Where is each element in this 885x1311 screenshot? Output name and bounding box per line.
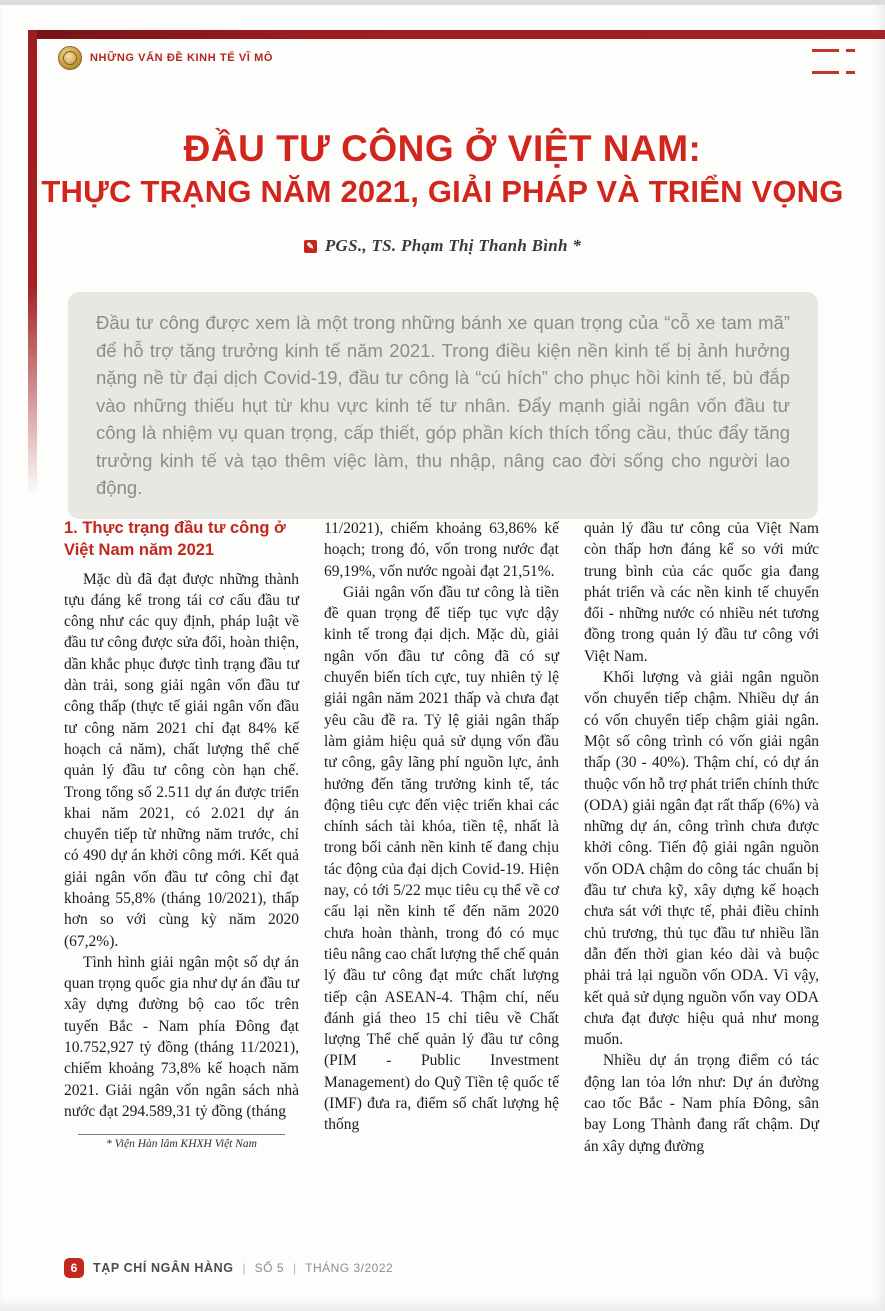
journal-logo-inner [63, 51, 77, 65]
footer-separator: | [293, 1261, 297, 1275]
article-title [0, 126, 885, 213]
abstract-text: Đầu tư công được xem là một trong những bánh xe quan trọng của “cỗ xe tam mã” để hỗ trợ tăng trưởng kinh tế năm 2021. Trong điều kiện nền kinh tế bị ảnh hưởng nặng nề từ đại dịch Covid-19, đầu tư công là “cú hích” cho phục hồi kinh tế, bù đắp vào những thiếu hụt từ khu vực kinh tế tư nhân. Đẩy mạnh giải ngân vốn đầu tư công là nhiệm vụ quan trọng, cấp thiết, góp phần kích thích tổng cầu, thúc đẩy tăng trưởng kinh tế và tạo thêm việc làm, thu nhập, nâng cao đời sống cho người lao động. [96, 312, 790, 498]
issue-number: SỐ 5 [254, 1261, 285, 1275]
body-paragraph: Giải ngân vốn đầu tư công là tiền đề quan trọng để tiếp tục vực dậy kinh tế trong đại dịch. Mặc dù, giải ngân vốn đầu tư công đã có sự chuyển biến tích cực, tuy nhiên tỷ lệ giải ngân năm 2021 thấp và chưa đạt yêu cầu đề ra. Tỷ lệ giải ngân thấp làm giảm hiệu quả sử dụng vốn đầu tư công, gây lãng phí nguồn lực, ảnh hưởng đến tăng trưởng kinh tế, tác động tiêu cực đến việc triển khai các chính sách tài khóa, tiền tệ, nhất là trong bối cảnh nền kinh tế đang chịu tác động của đại dịch Covid-19. Hiện nay, có tới 5/22 mục tiêu cụ thể về cơ cấu lại nền kinh tế đến năm 2020 chưa hoàn thành, trong đó có mục tiêu nâng cao chất lượng thể chế quản lý đầu tư công đạt mức chất lượng tiếp cận ASEAN-4. Thậm chí, nếu đánh giá theo 15 chỉ tiêu về Chất lượng Thể chế quản lý đầu tư công (PIM - Public Investment Management) do Quỹ Tiền tệ quốc tế (IMF) đưa ra, điểm số chất lượng hệ thống [324, 583, 559, 1134]
dash-icon [812, 71, 839, 74]
page-header [58, 46, 273, 70]
author-line [0, 236, 885, 256]
author-pen-icon: ✎ [304, 240, 317, 253]
text-column-3 [584, 518, 819, 1157]
dash-icon [846, 71, 855, 74]
text-column-1 [64, 518, 299, 1157]
journal-logo-icon [58, 46, 82, 70]
dash-icon [846, 49, 855, 52]
body-paragraph: Mặc dù đã đạt được những thành tựu đáng kể trong tái cơ cấu đầu tư công như các quy định, pháp luật về đầu tư công được sửa đổi, hoàn thiện, dần khắc phục được tình trạng đầu tư dàn trải, song giải ngân vốn đầu tư công thấp (thực tế giải ngân vốn đầu tư công năm 2021 chỉ đạt 84% kế hoạch cả năm), chất lượng thể chế quản lý đầu tư công còn hạn chế. Trong tổng số 2.511 dự án được triển khai năm 2021, có 2.021 dự án chuyển tiếp từ những năm trước, chỉ có 490 dự án khởi công mới. Kết quả giải ngân vốn đầu tư công chỉ đạt khoảng 55,8% (tháng 10/2021), thấp hơn so với cùng kỳ năm 2020 (67,2%). [64, 570, 299, 950]
footer-separator: | [242, 1261, 246, 1275]
body-paragraph: Nhiều dự án trọng điểm có tác động lan tỏa lớn như: Dự án đường cao tốc Bắc - Nam phía Đông, sân bay Long Thành đang rất chậm. Dự án xây dựng đường [584, 1052, 819, 1155]
journal-name: TẠP CHÍ NGÂN HÀNG [93, 1261, 234, 1275]
abstract-box [68, 292, 818, 519]
body-paragraph: Khối lượng và giải ngân nguồn vốn chuyển tiếp chậm. Nhiều dự án có vốn chuyển tiếp chậm giải ngân. Một số công trình có vốn giải ngân thấp (30 - 40%). Thậm chí, có dự án thuộc vốn hỗ trợ phát triển chính thức (ODA) giải ngân đạt rất thấp (6%) và những dự án, công trình chưa được khởi công. Tiến độ giải ngân nguồn vốn ODA chậm do công tác chuẩn bị đầu tư chưa kỹ, xây dựng kế hoạch chưa sát với thực tế, phải điều chỉnh chủ trương, thủ tục đầu tư nhiều lần dẫn đến thời gian kéo dài và buộc phải trả lại nguồn vốn ODA. Vì vậy, kết quả sử dụng nguồn vốn vay ODA chưa đạt được hiệu quả như mong muốn. [584, 669, 819, 1049]
page-footer [64, 1258, 393, 1278]
body-paragraph: 11/2021), chiếm khoảng 63,86% kế hoạch; trong đó, vốn trong nước đạt 69,19%, vốn nước ngoài đạt 21,51%. [324, 520, 559, 580]
left-accent-bar [28, 30, 37, 495]
article-body [64, 518, 820, 1157]
page-number-badge: 6 [64, 1258, 84, 1278]
decorative-dashes-bottom [812, 71, 855, 74]
scan-edge [0, 0, 885, 5]
decorative-dashes-top [812, 49, 855, 52]
body-paragraph: quản lý đầu tư công của Việt Nam còn thấp hơn đáng kể so với mức trung bình của các quốc gia đang phát triển và các nền kinh tế chuyển đổi - những nước có nhiều nét tương đồng trong quản lý đầu tư công với Việt Nam. [584, 520, 819, 665]
top-rule [28, 30, 885, 39]
body-paragraph: Tình hình giải ngân một số dự án quan trọng quốc gia như dự án đầu tư xây dựng đường bộ cao tốc trên tuyến Bắc - Nam phía Đông đạt 10.752,927 tỷ đồng (tháng 11/2021), chiếm khoảng 73,8% kế hoạch năm 2021. Giải ngân vốn ngân sách nhà nước đạt 294.589,31 tỷ đồng (tháng [64, 953, 299, 1120]
text-column-2 [324, 518, 559, 1157]
dash-icon [812, 49, 839, 52]
author-name: PGS., TS. Phạm Thị Thanh Bình * [324, 236, 582, 255]
section-heading: 1. Thực trạng đầu tư công ở Việt Nam năm 2021 [64, 519, 286, 559]
issue-date: THÁNG 3/2022 [305, 1261, 394, 1275]
section-label: NHỮNG VẤN ĐỀ KINH TẾ VĨ MÔ [90, 52, 274, 64]
article-title-line2: THỰC TRẠNG NĂM 2021, GIẢI PHÁP VÀ TRIỂN VỌNG [41, 174, 844, 210]
article-title-line1: ĐẦU TƯ CÔNG Ở VIỆT NAM: [183, 128, 702, 169]
footnote: * Viện Hàn lâm KHXH Việt Nam [78, 1134, 285, 1150]
